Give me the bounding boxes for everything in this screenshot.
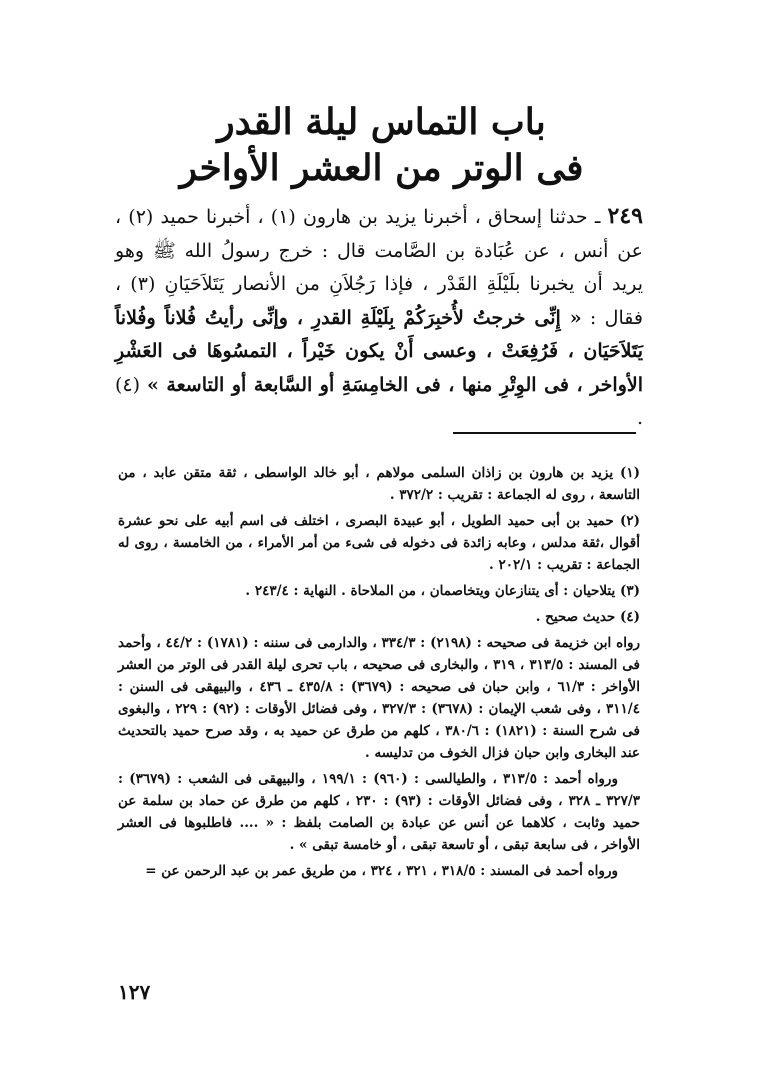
chapter-title-line-2: فى الوتر من العشر الأواخر — [179, 147, 584, 189]
footnote-2: (٢) حميد بن أبى حميد الطويل ، أبو عبيدة البصرى ، اختلف فى اسم أبيه على نحو عشرة أقوال ،ثقة مدلس ، وعابه زائدة فى دخوله فى شىء من أمر الأمراء ، من الخامسة ، روى له الجماعة : تقريب : ٢٠٢/١ . — [118, 513, 640, 573]
hadith-isnad: ـ حدثنا إسحاق ، أخبرنا يزيد بن هارون (١) ، أخبرنا حميد (٢) ، عن أنس ، عن عُبَادة بن الصَّامت قال : خرج رسولُ الله ﷺ وهو يريد أن يخبرنا بلَيْلَةِ القَدْر ، فإذا رَجُلاَنِ من الأنصار يَتَلاَحَيَانِ (٣) ، فقال : — [115, 206, 643, 329]
hadith-text — [115, 200, 643, 436]
footnote-4-takhrij: رواه ابن خزيمة فى صحيحه : (٢١٩٨) : ٣٣٤/٣ ، والدارمى فى سننه : (١٧٨١) : ٤٤/٢ ، وأحمد فى المسند : ٣١٣/٥ ، ٣١٩ ، والبخارى فى صحيحه ، باب تحرى ليلة القدر فى الوتر من العشر الأواخر : ٦١/٣ ، وابن حبان فى صحيحه : (٣٦٧٩) : ٤٣٥/٨ ـ ٤٣٦ ، والبيهقى فى السنن : ٣١١/٤ ، وفى شعب الإيمان : (٣٦٧٨) : ٣٢٧/٣ ، وفى فضائل الأوقات : (٩٢) : ٢٢٩ ، والبغوى فى شرح السنة : (١٨٢١) : ٣٨٠/٦ ، كلهم من طرق عن حميد به ، وقد صرح حميد بالتحديث عند البخارى وابن حبان فزال الخوف من تدليسه . — [118, 635, 640, 761]
footnotes — [118, 462, 640, 886]
footnote-3: (٣) يتلاحيان : أى يتنازعان ويتخاصمان ، من الملاحاة . النهاية : ٢٤٣/٤ . — [245, 583, 640, 599]
page-number: ١٢٧ — [118, 980, 151, 1004]
hadith-end: (٤) . — [115, 373, 643, 429]
footnote-divider — [453, 432, 636, 434]
hadith-quote: « إِنِّى خرجتُ لأُخبِرَكُمْ بِلَيْلَةِ القدرِ ، وإنِّى رأيتُ فُلاناً وفُلاناً يَتَلاَحَيَان ، فَرُفِعَتْ ، وعسى أَنْ يكون خَيْراً ، التمسُوهَا فى العَشْرِ الأواخر ، فى الوِتْرِ منها ، فى الخامِسَةِ أو السَّابعة أو التاسعة » — [115, 306, 643, 396]
footnote-1: (١) يزيد بن هارون بن زاذان السلمى مولاهم ، أبو خالد الواسطى ، ثقة متقن عابد ، من التاسعة ، روى له الجماعة : تقريب : ٣٧٢/٢ . — [118, 465, 640, 503]
footnote-4-second-narration: ورواه أحمد : ٣١٣/٥ ، والطيالسى : (٩٦٠) : ١٩٩/١ ، والبيهقى فى الشعب : (٣٦٧٩) : ٣٢٧/٣ ـ ٣٢٨ ، وفى فضائل الأوقات : (٩٣) : ٢٣٠ ، كلهم من طرق عن حماد بن سلمة عن حميد وثابت ، كلاهما عن أنس عن عبادة بن الصامت بلفظ : « .... فاطلبوها فى العشر الأواخر ، فى سابعة تبقى ، أو تاسعة تبقى ، أو خامسة تبقى » . — [118, 771, 640, 853]
hadith-number: ٢٤٩ — [607, 203, 643, 229]
chapter-title-line-1: باب التماس ليلة القدر — [217, 101, 546, 143]
footnote-4-third-narration: ورواه أحمد فى المسند : ٣١٨/٥ ، ٣٢١ ، ٣٢٤ ، من طريق عمر بن عبد الرحمن عن = — [145, 863, 618, 879]
footnote-4: (٤) حديث صحيح . — [535, 609, 640, 625]
